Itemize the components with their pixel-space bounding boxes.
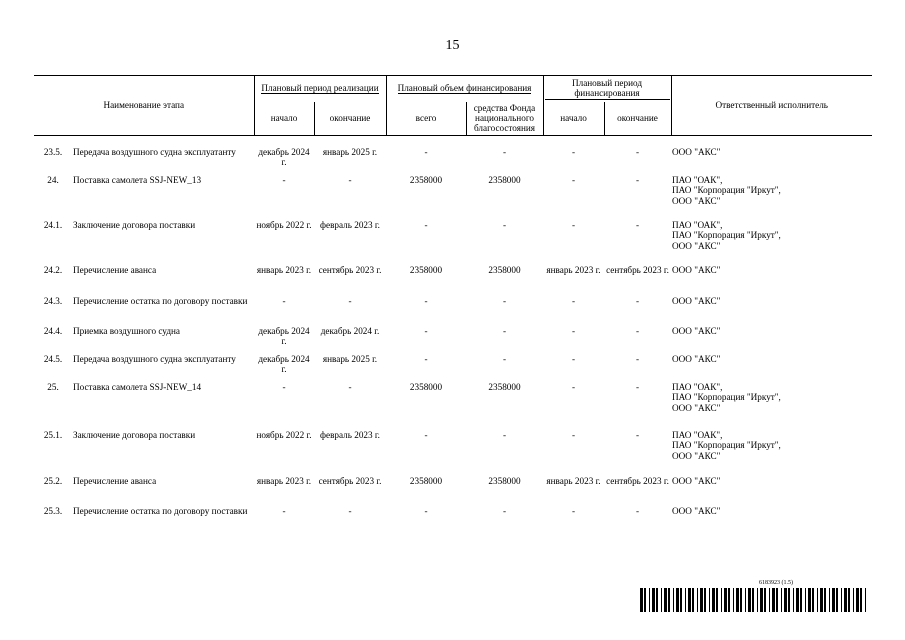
cell-responsible: ООО "АКС" [672, 506, 721, 516]
header-period-group [254, 76, 386, 102]
cell-fin-end: - [635, 147, 640, 157]
cell-total: - [424, 296, 428, 306]
cell-fin-start: - [571, 326, 576, 336]
cell-fund: 2358000 [488, 175, 521, 185]
cell-end: - [348, 382, 352, 392]
cell-num: 25.1. [43, 430, 63, 440]
cell-num: 23.5. [43, 147, 63, 157]
table-row [34, 296, 872, 326]
cell-num: 24. [47, 175, 59, 185]
table-row [34, 147, 872, 175]
header-volume-group [386, 76, 543, 102]
page-number: 15 [445, 38, 460, 53]
cell-fin-start: - [571, 506, 576, 516]
cell-responsible: ПАО "ОАК", ПАО "Корпорация "Иркут", ООО "АКС" [672, 382, 781, 413]
cell-fund: - [502, 220, 507, 230]
cell-responsible: ООО "АКС" [672, 326, 721, 336]
cell-total: - [424, 354, 428, 364]
cell-responsible: ООО "АКС" [672, 265, 721, 275]
header-responsible: Ответственный исполнитель [671, 76, 872, 136]
cell-end: декабрь 2024 г. [320, 326, 380, 336]
cell-fund: - [502, 326, 507, 336]
header-fund: средства Фонда национального благосостояния [466, 102, 543, 136]
cell-fin-start: - [571, 175, 576, 185]
cell-fund: - [502, 430, 507, 440]
cell-responsible: ПАО "ОАК", ПАО "Корпорация "Иркут", ООО "АКС" [672, 430, 781, 461]
cell-num: 25.3. [43, 506, 63, 516]
header-row-1 [34, 76, 872, 102]
cell-fin-end: - [635, 326, 640, 336]
table-row [34, 476, 872, 506]
cell-start: декабрь 2024 г. [258, 326, 310, 347]
document-stamp: 6183923 (1.5) [759, 580, 793, 586]
cell-start: - [282, 506, 286, 516]
cell-fin-start: январь 2023 г. [546, 265, 601, 275]
table-row [34, 506, 872, 534]
table-body [34, 136, 872, 535]
cell-fin-end: сентябрь 2023 г. [606, 265, 669, 275]
cell-total: 2358000 [409, 382, 443, 392]
cell-fin-end: - [635, 220, 640, 230]
cell-fin-start: - [571, 220, 576, 230]
cell-name: Заключение договора поставки [73, 430, 196, 440]
cell-num: 25. [47, 382, 59, 392]
cell-responsible: ПАО "ОАК", ПАО "Корпорация "Иркут", ООО "АКС" [672, 175, 781, 206]
header-fin-period-group [543, 76, 671, 102]
header-fin-start: начало [543, 102, 604, 136]
cell-end: сентябрь 2023 г. [318, 476, 382, 486]
header-total: всего [386, 102, 466, 136]
table-row [34, 265, 872, 296]
header-start: начало [254, 102, 314, 136]
cell-end: сентябрь 2023 г. [318, 265, 382, 275]
cell-fin-start: - [571, 430, 576, 440]
cell-responsible: ПАО "ОАК", ПАО "Корпорация "Иркут", ООО "АКС" [672, 220, 781, 251]
cell-total: - [424, 220, 428, 230]
cell-name: Поставка самолета SSJ-NEW_13 [73, 175, 202, 185]
cell-responsible: ООО "АКС" [672, 296, 721, 306]
table-row [34, 220, 872, 265]
cell-fin-start: - [571, 296, 576, 306]
header-volume-group-label: Плановый объем финансирования [397, 83, 532, 94]
cell-fin-end: - [635, 354, 640, 364]
cell-total: 2358000 [409, 175, 443, 185]
cell-end: - [348, 506, 352, 516]
cell-total: - [424, 506, 428, 516]
cell-fin-start: январь 2023 г. [546, 476, 601, 486]
cell-responsible: ООО "АКС" [672, 476, 721, 486]
cell-start: декабрь 2024 г. [258, 354, 310, 375]
cell-fin-end: сентябрь 2023 г. [606, 476, 669, 486]
cell-num: 24.5. [43, 354, 63, 364]
cell-start: январь 2023 г. [256, 265, 312, 275]
header-fin-period-group-label: Плановый период финансирования [545, 78, 670, 100]
header-end: окончание [314, 102, 386, 136]
cell-name: Поставка самолета SSJ-NEW_14 [73, 382, 202, 392]
cell-responsible: ООО "АКС" [672, 354, 721, 364]
cell-end: февраль 2023 г. [320, 220, 380, 230]
cell-end: январь 2025 г. [322, 147, 378, 157]
cell-start: январь 2023 г. [256, 476, 312, 486]
cell-fund: 2358000 [488, 382, 521, 392]
cell-start: - [282, 296, 286, 306]
cell-fin-start: - [571, 382, 576, 392]
cell-total: - [424, 326, 428, 336]
cell-fund: 2358000 [488, 265, 521, 275]
cell-name: Перечисление аванса [73, 265, 157, 275]
cell-fund: 2358000 [488, 476, 521, 486]
cell-name: Заключение договора поставки [73, 220, 196, 230]
header-stage-name: Наименование этапа [34, 76, 254, 136]
cell-start: - [282, 382, 286, 392]
cell-start: ноябрь 2022 г. [256, 220, 312, 230]
cell-responsible: ООО "АКС" [672, 147, 721, 157]
cell-fund: - [502, 296, 507, 306]
cell-total: - [424, 430, 428, 440]
cell-start: ноябрь 2022 г. [256, 430, 312, 440]
cell-end: - [348, 175, 352, 185]
cell-fin-end: - [635, 296, 640, 306]
header-period-group-label: Плановый период реализации [261, 83, 379, 94]
cell-num: 25.2. [43, 476, 63, 486]
cell-start: декабрь 2024 г. [258, 147, 310, 168]
cell-fund: - [502, 506, 507, 516]
cell-fund: - [502, 354, 507, 364]
header-fin-end: окончание [604, 102, 671, 136]
cell-name: Приемка воздушного судна [73, 326, 180, 336]
spacer-row [34, 136, 872, 148]
table-row [34, 175, 872, 220]
table-row [34, 382, 872, 430]
barcode-bar [866, 588, 868, 612]
table-row [34, 354, 872, 382]
cell-fin-end: - [635, 175, 640, 185]
cell-fin-end: - [635, 506, 640, 516]
cell-num: 24.3. [43, 296, 63, 306]
cell-fin-start: - [571, 354, 576, 364]
cell-end: - [348, 296, 352, 306]
cell-total: 2358000 [409, 265, 443, 275]
cell-fin-end: - [635, 382, 640, 392]
cell-fund: - [502, 147, 507, 157]
stages-table [34, 75, 872, 534]
cell-start: - [282, 175, 286, 185]
cell-name: Перечисление аванса [73, 476, 157, 486]
cell-total: 2358000 [409, 476, 443, 486]
cell-total: - [424, 147, 428, 157]
cell-fin-end: - [635, 430, 640, 440]
cell-num: 24.2. [43, 265, 63, 275]
cell-fin-start: - [571, 147, 576, 157]
barcode [640, 588, 870, 612]
cell-name: Перечисление остатка по договору поставки [73, 506, 248, 516]
cell-end: январь 2025 г. [322, 354, 378, 364]
cell-num: 24.4. [43, 326, 63, 336]
cell-num: 24.1. [43, 220, 63, 230]
cell-name: Передача воздушного судна эксплуатанту [73, 354, 236, 364]
cell-name: Перечисление остатка по договору поставки [73, 296, 248, 306]
table-row [34, 430, 872, 476]
cell-name: Передача воздушного судна эксплуатанту [73, 147, 236, 157]
table-row [34, 326, 872, 354]
cell-end: февраль 2023 г. [320, 430, 380, 440]
